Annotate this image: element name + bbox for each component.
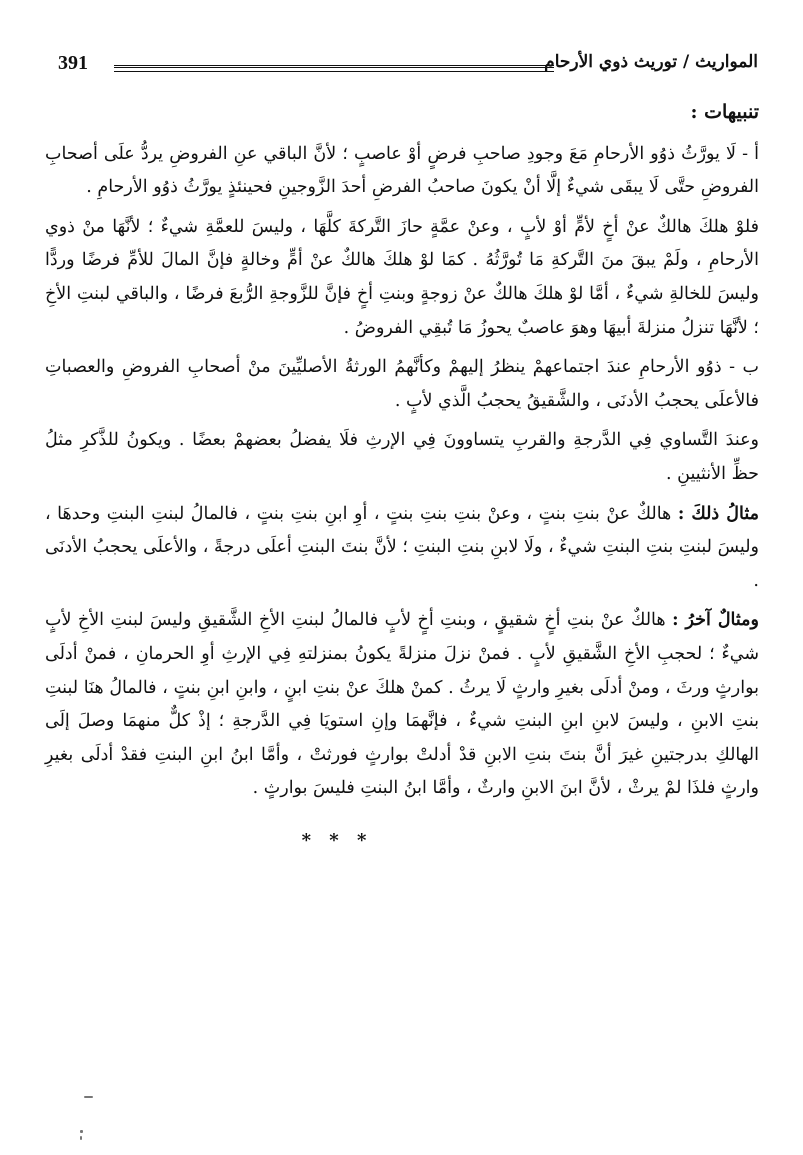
scan-speck	[80, 1130, 83, 1133]
scan-speck	[80, 1136, 82, 1140]
page-header	[58, 52, 758, 86]
paragraph-example-2	[45, 604, 759, 806]
scan-speck	[84, 1096, 93, 1098]
paragraph-text: فلوْ هلكَ هالكٌ عنْ أخٍ لأمٍّ أوْ لأبٍ ، وعنْ عمَّةٍ حازَ التَّركةَ كلَّهَا ، وليسَ للعمَّةِ شيءٌ ؛ لأنَّهَا منْ ذوي الأرحامِ ، ولَمْ يبقَ منَ التَّركةِ مَا تُورَّثُهُ . كمَا لوْ هلكَ هالكٌ عنْ أمٍّ وخالةٍ فإنَّ المالَ للأمِّ فرضًا وردًّا وليسَ للخالةِ شيءٌ ، أمَّا لوْ هلكَ هالكٌ عنْ زوجةٍ وبنتِ أخٍ فإنَّ للزَّوجةِ الرُّبعَ فرضًا ، والباقي لبنتِ الأخِ ؛ لأنَّهَا تنزلُ منزلةَ أبيهَا وهوَ عاصبٌ يحوزُ مَا تُبقِي الفروضُ .	[45, 216, 759, 338]
paragraph-a	[45, 138, 759, 205]
paragraph-lead: مثالُ ذلكَ :	[677, 503, 759, 524]
section-heading: تنبيهات :	[690, 101, 759, 123]
paragraph-example-1	[45, 498, 759, 599]
paragraph-b	[45, 351, 759, 418]
paragraph-text: هالكٌ عنْ بنتِ بنتٍ ، وعنْ بنتِ بنتِ بنتٍ ، أوِ ابنِ بنتِ بنتٍ ، فالمالُ لبنتِ البنتِ وحدهَا ، وليسَ لبنتِ بنتِ البنتِ شيءٌ ، ولَا لابنِ بنتِ البنتِ ؛ لأنَّ بنتَ البنتِ أعلَى درجةً ، والأعلَى يحجبُ الأدنَى .	[45, 503, 759, 591]
page-body	[45, 96, 759, 857]
paragraph-example-inheritance	[45, 211, 759, 345]
header-rule	[114, 65, 554, 72]
paragraph-lead: ومثالٌ آخرُ :	[672, 610, 759, 631]
paragraph-text: ب - ذوُو الأرحامِ عندَ اجتماعهمْ ينظرُ إليهمْ وكأنَّهمُ الورثةُ الأصليِّينَ منْ أصحابِ الفروضِ والعصباتِ فالأعلَى يحجبُ الأدنَى ، والشَّقيقُ يحجبُ الَّذي لأبٍ .	[45, 357, 759, 411]
paragraph-text: وعندَ التَّساوي فِي الدَّرجةِ والقربِ يتساوونَ فِي الإرثِ فلَا يفضلُ بعضهمْ بعضًا . ويكونُ للذَّكرِ مثلُ حظِّ الأنثيينِ .	[45, 430, 759, 484]
running-title: المواريث / توريث ذوي الأرحام	[544, 52, 758, 72]
paragraph-equality	[45, 424, 759, 491]
page-number: 391	[58, 52, 88, 74]
paragraph-text: أ - لَا يورَّثُ ذوُو الأرحامِ مَعَ وجودِ صاحبِ فرضٍ أوْ عاصبٍ ؛ لأنَّ الباقي عنِ الفروضِ يردُّ علَى أصحابِ الفروضِ حتَّى لَا يبقَى شيءٌ إلَّا أنْ يكونَ صاحبُ الفرضِ أحدَ الزَّوجينِ فحينئذٍ يورَّثُ ذوُو الأرحامِ .	[45, 143, 759, 198]
scan-specks	[80, 1090, 100, 1140]
paragraph-text: هالكٌ عنْ بنتِ أخٍ شقيقٍ ، وبنتِ أخٍ لأبٍ فالمالُ لبنتِ الأخِ الشَّقيقِ وليسَ لبنتِ الأخِ لأبٍ شيءٌ ؛ لحجبِ الأخِ الشَّقيقِ لأبٍ . فمنْ نزلَ منزلةً يكونُ بمنزلتهِ فِي الإرثِ أوِ الحرمانِ ، فمنْ أدلَى بوارثٍ ورثَ ، ومنْ أدلَى بغيرِ وارثٍ لَا يرثُ . كمنْ هلكَ عنْ بنتِ ابنٍ ، وابنِ ابنِ بنتٍ ، فالمالُ هنَا لبنتِ بنتِ الابنِ ، وليسَ لابنِ ابنِ البنتِ شيءٌ ، فإنَّهمَا وإنِ استويَا فِي الدَّرجةِ ؛ إذْ كلٌّ منهمَا وصلَ إلَى الهالكِ بدرجتينِ غيرَ أنَّ بنتَ بنتِ الابنِ قدْ أدلتْ بوارثٍ فورثتْ ، وأمَّا ابنُ ابنِ البنتِ فقدْ أدلَى بغيرِ وارثٍ فلذَا لمْ يرثْ ، لأنَّ ابنَ الابنِ وارثٌ ، وأمَّا ابنُ البنتِ فليسَ بوارثٍ .	[45, 610, 759, 799]
section-end-mark: * * *	[301, 829, 373, 851]
